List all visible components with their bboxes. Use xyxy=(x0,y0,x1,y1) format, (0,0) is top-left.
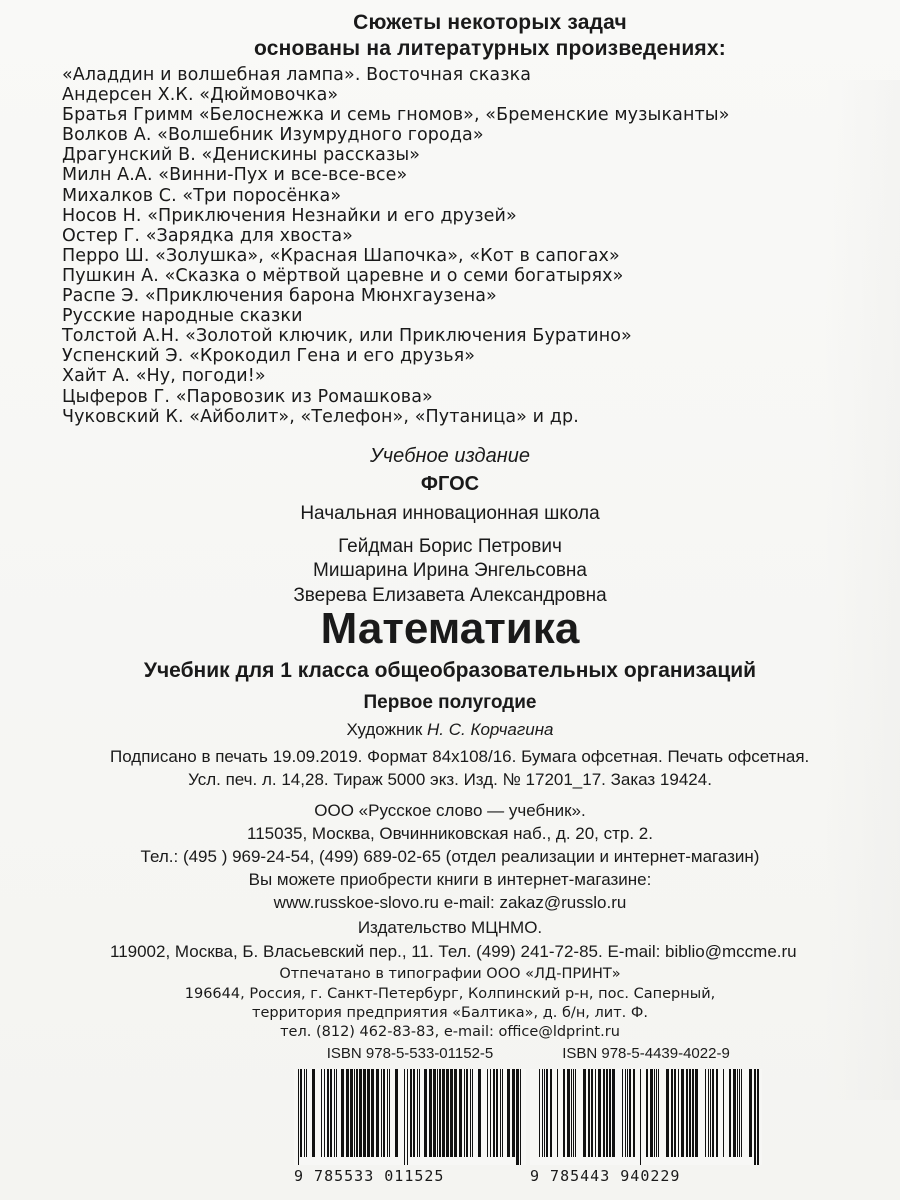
printer-line-1: Отпечатано в типографии ООО «ЛД-ПРИНТ» xyxy=(279,966,621,982)
publisher-phone: Тел.: (495 ) 969-24-54, (499) 689-02-65 (отдел реализации и интернет-магазин) xyxy=(140,847,760,866)
shop-line: Вы можете приобрести книги в интернет-магазине: xyxy=(248,870,652,889)
barcode-bar xyxy=(454,1069,457,1157)
artist-prefix: Художник xyxy=(346,720,423,739)
barcode-bar xyxy=(354,1069,355,1157)
barcode-bar xyxy=(407,1069,408,1165)
barcode-image xyxy=(294,1069,526,1165)
barcode-bar xyxy=(429,1069,432,1157)
book-title: Математика xyxy=(320,604,580,653)
barcode-bar xyxy=(544,1069,545,1157)
story-item: «Аладдин и волшебная лампа». Восточная сказка xyxy=(62,65,532,85)
barcode-bar xyxy=(686,1069,688,1157)
barcode-bar xyxy=(500,1069,501,1157)
story-item: Волков А. «Волшебник Изумрудного города» xyxy=(62,125,484,146)
story-item: Братья Гримм «Белоснежка и семь гномов», «Бременские музыканты» xyxy=(62,105,730,126)
barcode-bar xyxy=(739,1069,740,1157)
barcode-bar xyxy=(598,1069,601,1157)
barcode-bar xyxy=(410,1069,412,1157)
barcode-bar xyxy=(666,1069,669,1157)
story-item: Андерсен Х.К. «Дюймовочка» xyxy=(62,85,339,106)
barcode-bar xyxy=(300,1069,302,1157)
barcode-bar xyxy=(573,1069,574,1157)
barcode-bar xyxy=(395,1069,398,1157)
story-item: Цыферов Г. «Паровозик из Ромашкова» xyxy=(62,386,433,407)
barcode-bar xyxy=(640,1069,641,1165)
barcode-bar xyxy=(419,1069,420,1157)
barcode-bar xyxy=(512,1069,515,1157)
book-subtitle: Учебник для 1 класса общеобразовательных организаций xyxy=(143,659,757,682)
barcode-bar xyxy=(356,1069,358,1157)
barcode-bar xyxy=(716,1069,718,1157)
isbn-label: ISBN 978-5-4439-4022-9 xyxy=(562,1045,730,1062)
barcode-bar xyxy=(539,1069,540,1157)
barcode-bar xyxy=(557,1069,558,1157)
barcode-bar xyxy=(437,1069,438,1157)
barcode-bar xyxy=(346,1069,349,1157)
barcode-bar xyxy=(304,1069,305,1157)
barcode-bar xyxy=(341,1069,344,1157)
barcode-bar xyxy=(588,1069,590,1157)
barcode-bar xyxy=(472,1069,473,1157)
isbn-label: ISBN 978-5-533-01152-5 xyxy=(326,1045,494,1062)
barcode-bar xyxy=(678,1069,679,1157)
reverse-page-shadow xyxy=(825,80,900,1100)
barcode-bar xyxy=(646,1069,648,1157)
barcode-bar xyxy=(563,1069,565,1157)
story-item: Драгунский В. «Денискины рассказы» xyxy=(62,145,421,166)
author-2: Мишарина Ирина Энгельсовна xyxy=(313,560,587,581)
barcode-bar xyxy=(741,1069,742,1157)
artist-name: Н. С. Корчагина xyxy=(427,720,554,739)
barcode-bar xyxy=(633,1069,635,1157)
barcode-bar xyxy=(367,1069,370,1157)
barcode-bar xyxy=(656,1069,657,1157)
barcode-bar xyxy=(389,1069,390,1157)
barcode-bar xyxy=(625,1069,626,1157)
barcode-bar xyxy=(507,1069,510,1157)
barcode-bar xyxy=(433,1069,436,1157)
barcode-bar xyxy=(496,1069,498,1157)
barcode-number: 9 785533 011525 xyxy=(294,1167,445,1185)
barcode-bar xyxy=(708,1069,709,1157)
artist-line xyxy=(110,719,790,740)
barcode-bar xyxy=(464,1069,465,1157)
barcode-bar xyxy=(622,1069,623,1157)
barcode-bar xyxy=(629,1069,631,1157)
barcode-bar xyxy=(754,1069,756,1165)
literary-sources-list xyxy=(62,65,802,427)
barcode-bar xyxy=(493,1069,495,1157)
website-line: www.russkoe-slovo.ru e-mail: zakaz@russlo.ru xyxy=(273,893,627,912)
barcode-bar xyxy=(478,1069,481,1157)
story-item: Толстой А.Н. «Золотой ключик, или Приключения Буратино» xyxy=(62,326,632,347)
barcode-bar xyxy=(612,1069,615,1157)
literary-sources-heading xyxy=(140,10,840,62)
book-part: Первое полугодие xyxy=(363,692,537,713)
barcode-bar xyxy=(334,1069,335,1157)
barcode-bar xyxy=(658,1069,659,1157)
barcode-bar xyxy=(627,1069,628,1157)
story-item: Успенский Э. «Крокодил Гена и его друзья» xyxy=(62,346,476,367)
barcode-bar xyxy=(490,1069,491,1157)
story-item: Чуковский К. «Айболит», «Телефон», «Путаница» и др. xyxy=(62,406,579,427)
print-info-line-2: Усл. печ. л. 14,28. Тираж 5000 экз. Изд. № 17201_17. Заказ 19424. xyxy=(188,770,712,789)
barcode-bar xyxy=(542,1069,543,1157)
barcode-bar xyxy=(387,1069,388,1157)
barcode-bar xyxy=(681,1069,684,1157)
barcode-bar xyxy=(606,1069,608,1157)
barcode-bar xyxy=(546,1069,548,1157)
barcode-bar xyxy=(502,1069,503,1157)
print-info-line-1: Подписано в печать 19.09.2019. Формат 84х108/16. Бумага офсетная. Печать офсетная. xyxy=(110,747,810,766)
barcode-bar xyxy=(729,1069,731,1157)
author-1: Гейдман Борис Петрович xyxy=(338,536,562,557)
barcode-bar xyxy=(733,1069,736,1157)
barcode-bar xyxy=(327,1069,329,1157)
standard-label: ФГОС xyxy=(420,473,480,495)
barcode-bar xyxy=(359,1069,362,1157)
barcode-bar xyxy=(674,1069,676,1157)
barcode-bar xyxy=(571,1069,572,1157)
barcode-bar xyxy=(350,1069,353,1157)
barcode-bar xyxy=(404,1069,405,1165)
barcode-bar xyxy=(381,1069,382,1157)
barcode-bar xyxy=(692,1069,694,1157)
barcode-bar xyxy=(459,1069,462,1157)
barcode-bar xyxy=(466,1069,468,1157)
barcode-bar xyxy=(603,1069,605,1157)
series-title: Начальная инновационная школа xyxy=(300,503,600,524)
printer-line-2: 196644, Россия, г. Санкт-Петербург, Колпинский р-н, пос. Саперный, xyxy=(184,986,716,1002)
barcode-bar xyxy=(439,1069,441,1157)
barcode-number: 9 785443 940229 xyxy=(530,1167,681,1185)
barcode-bar xyxy=(417,1069,418,1157)
barcode-bar xyxy=(450,1069,453,1157)
barcode-bar xyxy=(671,1069,673,1157)
barcode-bar xyxy=(710,1069,711,1157)
story-item: Остер Г. «Зарядка для хвоста» xyxy=(62,225,353,246)
barcode-bar xyxy=(650,1069,653,1157)
publisher-2-address: 119002, Москва, Б. Власьевский пер., 11. Тел. (499) 241-72-85. E-mail: biblio@mccme.ru xyxy=(110,942,797,961)
barcode-block-1 xyxy=(294,1045,526,1185)
barcode-bar xyxy=(446,1069,449,1157)
barcode-bar xyxy=(324,1069,325,1157)
barcode-bar xyxy=(312,1069,315,1157)
story-item: Хайт А. «Ну, погоди!» xyxy=(62,366,266,387)
barcode-bar xyxy=(689,1069,691,1157)
barcode-bar xyxy=(583,1069,586,1157)
barcode-bar xyxy=(371,1069,374,1157)
barcode-bar xyxy=(413,1069,415,1157)
barcode-image xyxy=(530,1069,762,1165)
story-item: Распе Э. «Приключения барона Мюнхгаузена» xyxy=(62,286,497,307)
barcode-bar xyxy=(363,1069,366,1157)
barcode-bar xyxy=(520,1069,521,1165)
barcode-bar xyxy=(591,1069,593,1157)
story-item: Перро Ш. «Золушка», «Красная Шапочка», «Кот в сапогах» xyxy=(62,245,620,266)
story-item: Носов Н. «Приключения Незнайки и его друзей» xyxy=(62,205,517,226)
barcode-bar xyxy=(516,1069,519,1165)
heading-line-2: основаны на литературных произведениях: xyxy=(254,37,726,60)
barcode-bar xyxy=(575,1069,576,1157)
publisher-address: 115035, Москва, Овчинниковская наб., д. 20, стр. 2. xyxy=(247,824,653,843)
barcode-bar xyxy=(695,1069,698,1157)
printer-line-3: территория предприятия «Балтика», д. б/н, лит. Ф. xyxy=(252,1005,648,1021)
barcode-bar xyxy=(442,1069,445,1157)
barcode-bar xyxy=(737,1069,738,1157)
barcode-block-2 xyxy=(530,1045,762,1185)
barcode-bar xyxy=(749,1069,752,1157)
barcode-bar xyxy=(321,1069,322,1157)
author-3: Зверева Елизавета Александровна xyxy=(293,585,607,606)
barcode-bar xyxy=(705,1069,706,1157)
printer-line-4: тел. (812) 462-83-83, e-mail: office@ldprint.ru xyxy=(280,1024,620,1040)
barcode-bar xyxy=(306,1069,307,1157)
barcode-bar xyxy=(654,1069,655,1157)
barcode-bar xyxy=(550,1069,552,1157)
barcode-bar xyxy=(336,1069,337,1157)
barcode-bar xyxy=(723,1069,724,1157)
story-item: Милн А.А. «Винни-Пух и все-все-все» xyxy=(62,165,408,186)
story-item: Русские народные сказки xyxy=(62,306,303,327)
barcode-bar xyxy=(567,1069,570,1157)
barcode-bar xyxy=(330,1069,332,1157)
barcode-bar xyxy=(757,1069,759,1165)
edition-type: Учебное издание xyxy=(370,445,530,467)
barcode-bar xyxy=(712,1069,714,1157)
barcode-bar xyxy=(595,1069,596,1157)
barcode-bar xyxy=(376,1069,379,1157)
publisher-2-name: Издательство МЦНМО. xyxy=(357,918,543,937)
barcode-bar xyxy=(383,1069,385,1157)
heading-line-1: Сюжеты некоторых задач xyxy=(353,11,627,34)
barcode-bar xyxy=(487,1069,488,1157)
publisher-name: ООО «Русское слово — учебник». xyxy=(314,801,586,820)
barcode-bar xyxy=(424,1069,427,1157)
barcode-bar xyxy=(470,1069,471,1157)
barcode-bar xyxy=(609,1069,611,1157)
barcode-bar xyxy=(298,1069,299,1165)
story-item: Михалков С. «Три поросёнка» xyxy=(62,185,342,206)
story-item: Пушкин А. «Сказка о мёртвой царевне и о семи богатырях» xyxy=(62,265,624,286)
